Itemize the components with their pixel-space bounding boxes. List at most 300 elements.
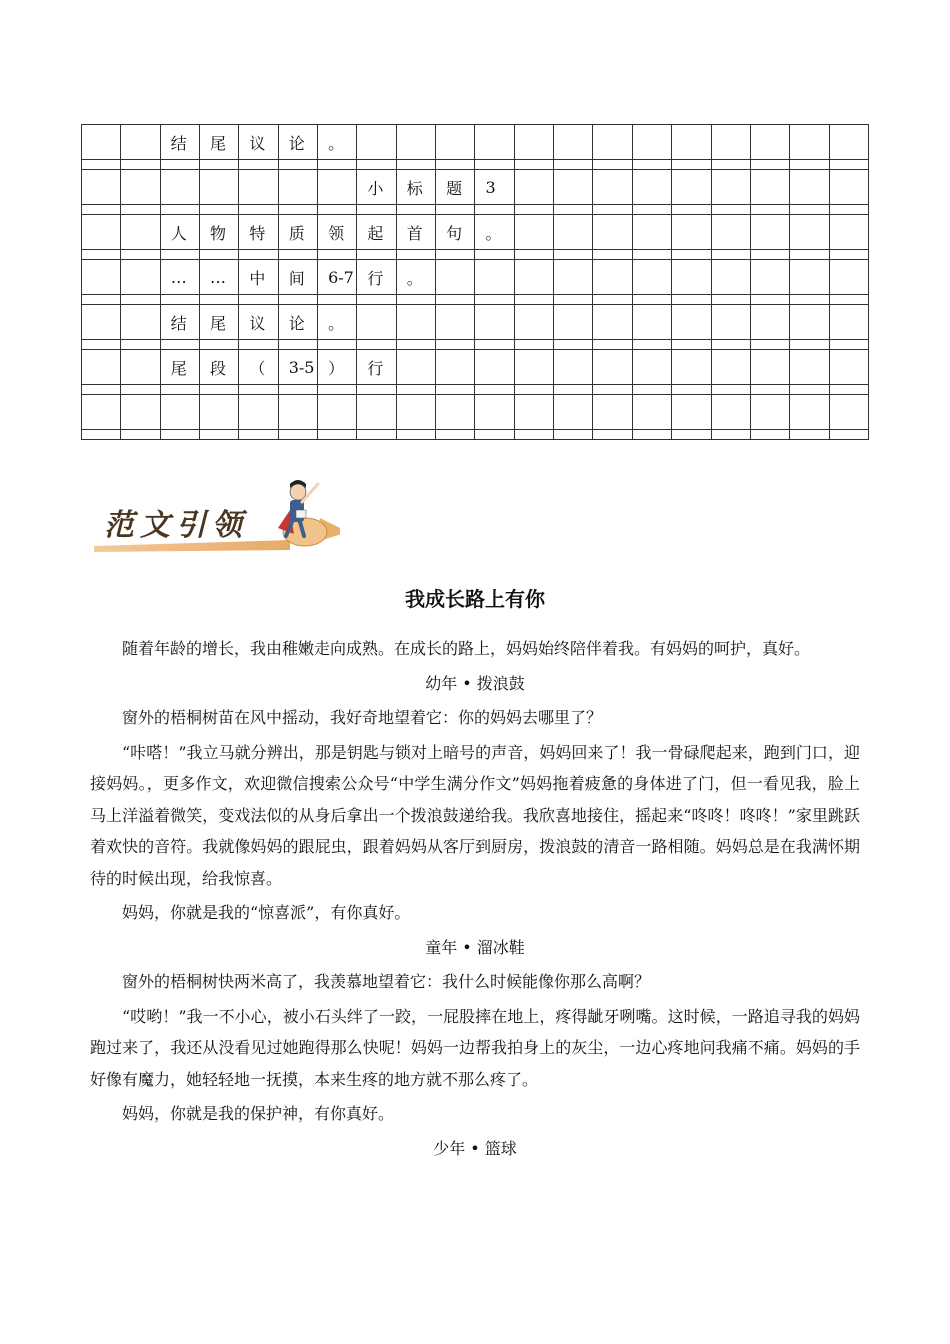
grid-cell <box>790 215 829 250</box>
grid-cell <box>514 215 553 250</box>
grid-spacer-cell <box>121 430 160 440</box>
grid-cell <box>632 305 671 340</box>
grid-spacer-cell <box>318 340 357 350</box>
grid-cell <box>593 260 632 295</box>
grid-cell-text: （ <box>249 358 266 378</box>
grid-cell <box>475 125 514 160</box>
grid-spacer-cell <box>475 295 514 305</box>
grid-cell-text: 。 <box>485 223 502 243</box>
grid-spacer-cell <box>554 205 593 215</box>
grid-spacer-cell <box>514 385 553 395</box>
grid-spacer-cell <box>790 250 829 260</box>
grid-spacer-cell <box>632 160 671 170</box>
grid-cell <box>121 350 160 385</box>
grid-spacer-cell <box>121 385 160 395</box>
grid-cell-text: 物 <box>210 223 227 243</box>
grid-cell <box>82 260 121 295</box>
grid-spacer-cell <box>829 250 868 260</box>
grid-cell <box>790 170 829 205</box>
grid-row <box>82 395 869 430</box>
grid-cell <box>632 395 671 430</box>
grid-cell-text: 。 <box>328 133 345 153</box>
grid-spacer-cell <box>396 160 435 170</box>
grid-cell <box>318 125 357 160</box>
grid-cell-text: 小 <box>367 178 384 198</box>
grid-spacer-row <box>82 430 869 440</box>
grid-cell-text: 中 <box>249 268 266 288</box>
grid-cell <box>750 305 789 340</box>
grid-cell <box>357 350 396 385</box>
grid-cell <box>632 170 671 205</box>
grid-spacer-cell <box>829 340 868 350</box>
grid-row <box>82 215 869 250</box>
grid-cell <box>436 350 475 385</box>
grid-spacer-cell <box>829 430 868 440</box>
grid-spacer-cell <box>396 430 435 440</box>
grid-spacer-cell <box>632 250 671 260</box>
section-heading-2: 童年 • 溜冰鞋 <box>425 937 525 957</box>
grid-cell-text: 3 <box>485 177 496 197</box>
grid-spacer-cell <box>318 205 357 215</box>
writing-grid <box>81 124 869 440</box>
grid-spacer-cell <box>475 340 514 350</box>
grid-spacer-cell <box>239 160 278 170</box>
grid-spacer-cell <box>750 160 789 170</box>
grid-spacer-cell <box>82 250 121 260</box>
grid-table <box>81 124 869 440</box>
grid-cell <box>357 260 396 295</box>
grid-cell <box>436 170 475 205</box>
grid-spacer-cell <box>436 385 475 395</box>
grid-cell-text: ） <box>328 358 345 378</box>
grid-spacer-cell <box>829 295 868 305</box>
grid-cell <box>357 125 396 160</box>
grid-spacer-cell <box>672 340 711 350</box>
grid-cell <box>160 305 199 340</box>
grid-cell <box>239 170 278 205</box>
grid-spacer-cell <box>632 340 671 350</box>
grid-spacer-cell <box>200 160 239 170</box>
section2-paragraph-2: “哎哟！”我一不小心，被小石头绊了一跤，一屁股摔在地上，疼得龇牙咧嘴。这时候，一路追寻我的妈妈跑过来了，我还从没看见过她跑得那么快呢！妈妈一边帮我拍身上的灰尘，一边心疼地问我痛不痛。妈妈的手好像有魔力，她轻轻地一抚摸，本来生疼的地方就不那么疼了。 <box>90 1006 860 1089</box>
grid-spacer-cell <box>790 385 829 395</box>
grid-spacer-cell <box>357 340 396 350</box>
grid-cell <box>554 125 593 160</box>
grid-spacer-cell <box>200 385 239 395</box>
grid-spacer-cell <box>632 430 671 440</box>
grid-spacer-cell <box>593 295 632 305</box>
grid-cell <box>396 350 435 385</box>
grid-cell <box>711 260 750 295</box>
grid-spacer-cell <box>436 205 475 215</box>
grid-spacer-cell <box>514 205 553 215</box>
grid-cell <box>711 350 750 385</box>
grid-spacer-cell <box>239 430 278 440</box>
grid-cell <box>672 170 711 205</box>
grid-spacer-cell <box>514 295 553 305</box>
grid-cell <box>82 170 121 205</box>
grid-cell <box>200 260 239 295</box>
grid-cell <box>239 125 278 160</box>
grid-cell <box>514 260 553 295</box>
grid-spacer-cell <box>829 385 868 395</box>
grid-spacer-cell <box>82 340 121 350</box>
grid-spacer-cell <box>711 160 750 170</box>
grid-spacer-cell <box>239 205 278 215</box>
grid-spacer-cell <box>711 295 750 305</box>
banner-text: 范文引领 <box>104 508 248 543</box>
grid-cell <box>396 395 435 430</box>
grid-spacer-cell <box>514 160 553 170</box>
grid-spacer-cell <box>396 340 435 350</box>
grid-row <box>82 260 869 295</box>
grid-spacer-cell <box>672 295 711 305</box>
grid-spacer-cell <box>632 385 671 395</box>
grid-spacer-cell <box>790 295 829 305</box>
grid-cell <box>436 305 475 340</box>
grid-spacer-cell <box>278 205 317 215</box>
grid-cell <box>829 125 868 160</box>
grid-cell <box>436 215 475 250</box>
grid-cell <box>514 125 553 160</box>
grid-cell <box>750 170 789 205</box>
grid-spacer-cell <box>790 160 829 170</box>
grid-spacer-cell <box>160 205 199 215</box>
grid-spacer-cell <box>436 430 475 440</box>
grid-spacer-cell <box>593 385 632 395</box>
grid-cell <box>790 305 829 340</box>
grid-spacer-cell <box>82 385 121 395</box>
grid-spacer-cell <box>750 250 789 260</box>
grid-spacer-cell <box>514 340 553 350</box>
grid-cell <box>278 260 317 295</box>
grid-cell <box>554 215 593 250</box>
grid-cell <box>672 215 711 250</box>
grid-cell-text: … <box>170 267 187 287</box>
grid-cell <box>632 215 671 250</box>
grid-spacer-cell <box>239 295 278 305</box>
grid-spacer-cell <box>436 250 475 260</box>
grid-cell-text: 起 <box>367 223 384 243</box>
grid-spacer-cell <box>200 250 239 260</box>
grid-cell <box>396 215 435 250</box>
grid-spacer-cell <box>436 340 475 350</box>
grid-cell <box>436 125 475 160</box>
grid-cell <box>554 350 593 385</box>
grid-cell <box>160 170 199 205</box>
grid-cell <box>750 215 789 250</box>
grid-cell <box>121 395 160 430</box>
grid-cell <box>711 395 750 430</box>
grid-cell-text: 尾 <box>170 358 187 378</box>
grid-cell <box>711 215 750 250</box>
grid-cell <box>475 215 514 250</box>
grid-spacer-cell <box>632 205 671 215</box>
grid-spacer-cell <box>200 340 239 350</box>
grid-cell-text: 首 <box>406 223 423 243</box>
grid-spacer-cell <box>318 160 357 170</box>
grid-row <box>82 305 869 340</box>
grid-cell <box>711 125 750 160</box>
grid-cell <box>711 305 750 340</box>
grid-cell <box>357 305 396 340</box>
grid-spacer-cell <box>593 340 632 350</box>
grid-spacer-cell <box>514 250 553 260</box>
grid-cell <box>200 350 239 385</box>
grid-spacer-cell <box>278 295 317 305</box>
grid-spacer-cell <box>160 340 199 350</box>
grid-cell-text: 6-7 <box>328 267 354 287</box>
grid-cell <box>829 260 868 295</box>
grid-cell <box>160 395 199 430</box>
grid-cell <box>121 305 160 340</box>
grid-spacer-cell <box>436 295 475 305</box>
grid-cell <box>82 305 121 340</box>
grid-cell <box>396 170 435 205</box>
grid-spacer-cell <box>593 430 632 440</box>
grid-cell <box>475 395 514 430</box>
grid-spacer-cell <box>711 340 750 350</box>
grid-cell <box>475 170 514 205</box>
grid-spacer-row <box>82 340 869 350</box>
grid-cell <box>318 215 357 250</box>
grid-cell <box>357 170 396 205</box>
grid-spacer-cell <box>357 205 396 215</box>
section-heading-3: 少年 • 篮球 <box>433 1138 517 1158</box>
grid-spacer-cell <box>121 340 160 350</box>
grid-row <box>82 170 869 205</box>
section1-paragraph-3: 妈妈，你就是我的“惊喜派”，有你真好。 <box>122 903 411 922</box>
grid-cell <box>160 260 199 295</box>
grid-cell <box>632 350 671 385</box>
grid-cell-text: 特 <box>249 223 266 243</box>
grid-cell <box>318 350 357 385</box>
grid-cell <box>200 125 239 160</box>
grid-spacer-cell <box>278 250 317 260</box>
grid-spacer-cell <box>200 205 239 215</box>
section1-paragraph-2: “咔嗒！”我立马就分辨出，那是钥匙与锁对上暗号的声音，妈妈回来了！我一骨碌爬起来，跑到门口，迎接妈妈。，更多作文，欢迎微信搜索公众号“中学生满分作文”妈妈拖着疲惫的身体进了门，但一看见我，脸上马上洋溢着微笑，变戏法似的从身后拿出一个拨浪鼓递给我。我欣喜地接住，摇起来“咚咚！咚咚！”家里跳跃着欢快的音符。我就像妈妈的跟屁虫，跟着妈妈从客厅到厨房，拨浪鼓的清音一路相随。妈妈总是在我满怀期待的时候出现，给我惊喜。 <box>90 742 860 888</box>
grid-spacer-row <box>82 295 869 305</box>
grid-cell <box>514 395 553 430</box>
grid-cell <box>239 305 278 340</box>
grid-spacer-cell <box>200 430 239 440</box>
grid-spacer-row <box>82 250 869 260</box>
grid-spacer-cell <box>160 250 199 260</box>
grid-spacer-cell <box>160 385 199 395</box>
grid-spacer-cell <box>318 385 357 395</box>
grid-cell <box>475 260 514 295</box>
grid-cell <box>239 350 278 385</box>
grid-spacer-cell <box>593 205 632 215</box>
grid-cell <box>711 170 750 205</box>
grid-spacer-cell <box>711 430 750 440</box>
essay-title: 我成长路上有你 <box>405 587 545 611</box>
grid-cell <box>278 215 317 250</box>
grid-cell <box>672 305 711 340</box>
grid-cell <box>396 305 435 340</box>
grid-spacer-cell <box>318 430 357 440</box>
grid-cell <box>593 170 632 205</box>
model-essay <box>90 583 860 1167</box>
grid-spacer-cell <box>278 340 317 350</box>
grid-cell <box>200 170 239 205</box>
grid-cell <box>121 215 160 250</box>
grid-spacer-cell <box>357 160 396 170</box>
section-heading-1: 幼年 • 拨浪鼓 <box>425 673 525 693</box>
grid-cell <box>160 215 199 250</box>
grid-spacer-cell <box>160 430 199 440</box>
grid-cell <box>790 125 829 160</box>
grid-cell <box>632 125 671 160</box>
grid-spacer-cell <box>357 430 396 440</box>
grid-cell <box>239 260 278 295</box>
section2-paragraph-1: 窗外的梧桐树快两米高了，我羡慕地望着它：我什么时候能像你那么高啊？ <box>122 972 651 991</box>
grid-spacer-cell <box>278 160 317 170</box>
grid-spacer-cell <box>475 385 514 395</box>
grid-cell <box>160 125 199 160</box>
grid-spacer-cell <box>750 385 789 395</box>
section2-paragraph-3: 妈妈，你就是我的保护神，有你真好。 <box>122 1104 395 1123</box>
grid-cell <box>790 350 829 385</box>
grid-spacer-cell <box>829 160 868 170</box>
grid-spacer-cell <box>82 205 121 215</box>
grid-spacer-cell <box>121 205 160 215</box>
grid-spacer-cell <box>593 250 632 260</box>
grid-cell <box>278 305 317 340</box>
grid-cell-text: 质 <box>288 223 305 243</box>
grid-cell <box>278 125 317 160</box>
grid-cell <box>790 260 829 295</box>
grid-spacer-cell <box>711 250 750 260</box>
grid-cell <box>396 260 435 295</box>
grid-spacer-row <box>82 160 869 170</box>
grid-spacer-cell <box>554 430 593 440</box>
grid-cell <box>593 215 632 250</box>
grid-cell-text: 议 <box>249 133 266 153</box>
grid-spacer-cell <box>750 295 789 305</box>
grid-cell <box>396 125 435 160</box>
grid-cell <box>750 125 789 160</box>
grid-spacer-cell <box>436 160 475 170</box>
grid-cell <box>475 305 514 340</box>
grid-cell-text: 3-5 <box>288 357 315 377</box>
grid-cell <box>357 215 396 250</box>
grid-cell <box>672 260 711 295</box>
grid-spacer-cell <box>475 250 514 260</box>
grid-spacer-cell <box>554 385 593 395</box>
grid-cell <box>514 170 553 205</box>
grid-spacer-cell <box>396 385 435 395</box>
grid-spacer-cell <box>318 250 357 260</box>
grid-spacer-cell <box>239 385 278 395</box>
grid-spacer-cell <box>829 205 868 215</box>
grid-spacer-cell <box>357 295 396 305</box>
grid-cell <box>593 305 632 340</box>
grid-cell <box>239 215 278 250</box>
section-banner <box>90 470 340 560</box>
grid-cell <box>514 350 553 385</box>
grid-cell-text: 行 <box>367 268 384 288</box>
grid-spacer-row <box>82 205 869 215</box>
grid-spacer-cell <box>278 385 317 395</box>
grid-spacer-cell <box>632 295 671 305</box>
grid-cell <box>160 350 199 385</box>
grid-spacer-cell <box>554 340 593 350</box>
grid-cell-text: 。 <box>406 268 423 288</box>
grid-spacer-cell <box>121 295 160 305</box>
grid-cell <box>200 395 239 430</box>
grid-cell <box>672 395 711 430</box>
grid-cell <box>593 125 632 160</box>
grid-cell <box>554 260 593 295</box>
grid-spacer-cell <box>672 160 711 170</box>
grid-cell <box>672 125 711 160</box>
grid-cell <box>829 170 868 205</box>
grid-cell <box>514 305 553 340</box>
grid-cell <box>593 350 632 385</box>
grid-cell <box>829 215 868 250</box>
grid-cell-text: 人 <box>170 223 187 243</box>
grid-spacer-cell <box>82 430 121 440</box>
grid-cell <box>82 215 121 250</box>
grid-spacer-cell <box>750 430 789 440</box>
grid-cell <box>318 170 357 205</box>
grid-cell <box>829 350 868 385</box>
grid-spacer-cell <box>200 295 239 305</box>
grid-cell <box>357 395 396 430</box>
grid-cell-text: 标 <box>406 178 423 198</box>
grid-spacer-cell <box>790 205 829 215</box>
grid-cell <box>829 305 868 340</box>
grid-spacer-cell <box>318 295 357 305</box>
grid-spacer-cell <box>396 250 435 260</box>
grid-spacer-cell <box>593 160 632 170</box>
grid-cell <box>82 395 121 430</box>
grid-cell <box>554 395 593 430</box>
grid-spacer-cell <box>711 385 750 395</box>
grid-cell <box>436 260 475 295</box>
grid-spacer-cell <box>239 340 278 350</box>
grid-cell-text: 段 <box>210 358 227 378</box>
grid-spacer-cell <box>475 205 514 215</box>
grid-spacer-cell <box>82 295 121 305</box>
grid-cell <box>750 260 789 295</box>
grid-spacer-cell <box>672 250 711 260</box>
grid-spacer-cell <box>672 385 711 395</box>
grid-cell <box>318 260 357 295</box>
grid-spacer-cell <box>554 250 593 260</box>
essay-intro: 随着年龄的增长，我由稚嫩走向成熟。在成长的路上，妈妈始终陪伴着我。有妈妈的呵护，真好。 <box>122 639 811 658</box>
grid-cell <box>318 395 357 430</box>
grid-cell-text: 尾 <box>210 133 227 153</box>
grid-spacer-cell <box>554 295 593 305</box>
grid-cell <box>632 260 671 295</box>
grid-cell-text: 论 <box>288 313 305 333</box>
grid-spacer-cell <box>750 205 789 215</box>
grid-cell <box>121 125 160 160</box>
grid-cell <box>82 350 121 385</box>
grid-spacer-cell <box>750 340 789 350</box>
grid-spacer-cell <box>790 340 829 350</box>
grid-cell <box>593 395 632 430</box>
grid-cell-text: 尾 <box>210 313 227 333</box>
grid-spacer-cell <box>672 205 711 215</box>
grid-cell <box>829 395 868 430</box>
grid-spacer-cell <box>121 160 160 170</box>
grid-spacer-cell <box>475 160 514 170</box>
grid-spacer-cell <box>160 160 199 170</box>
grid-cell <box>750 395 789 430</box>
grid-cell <box>554 305 593 340</box>
